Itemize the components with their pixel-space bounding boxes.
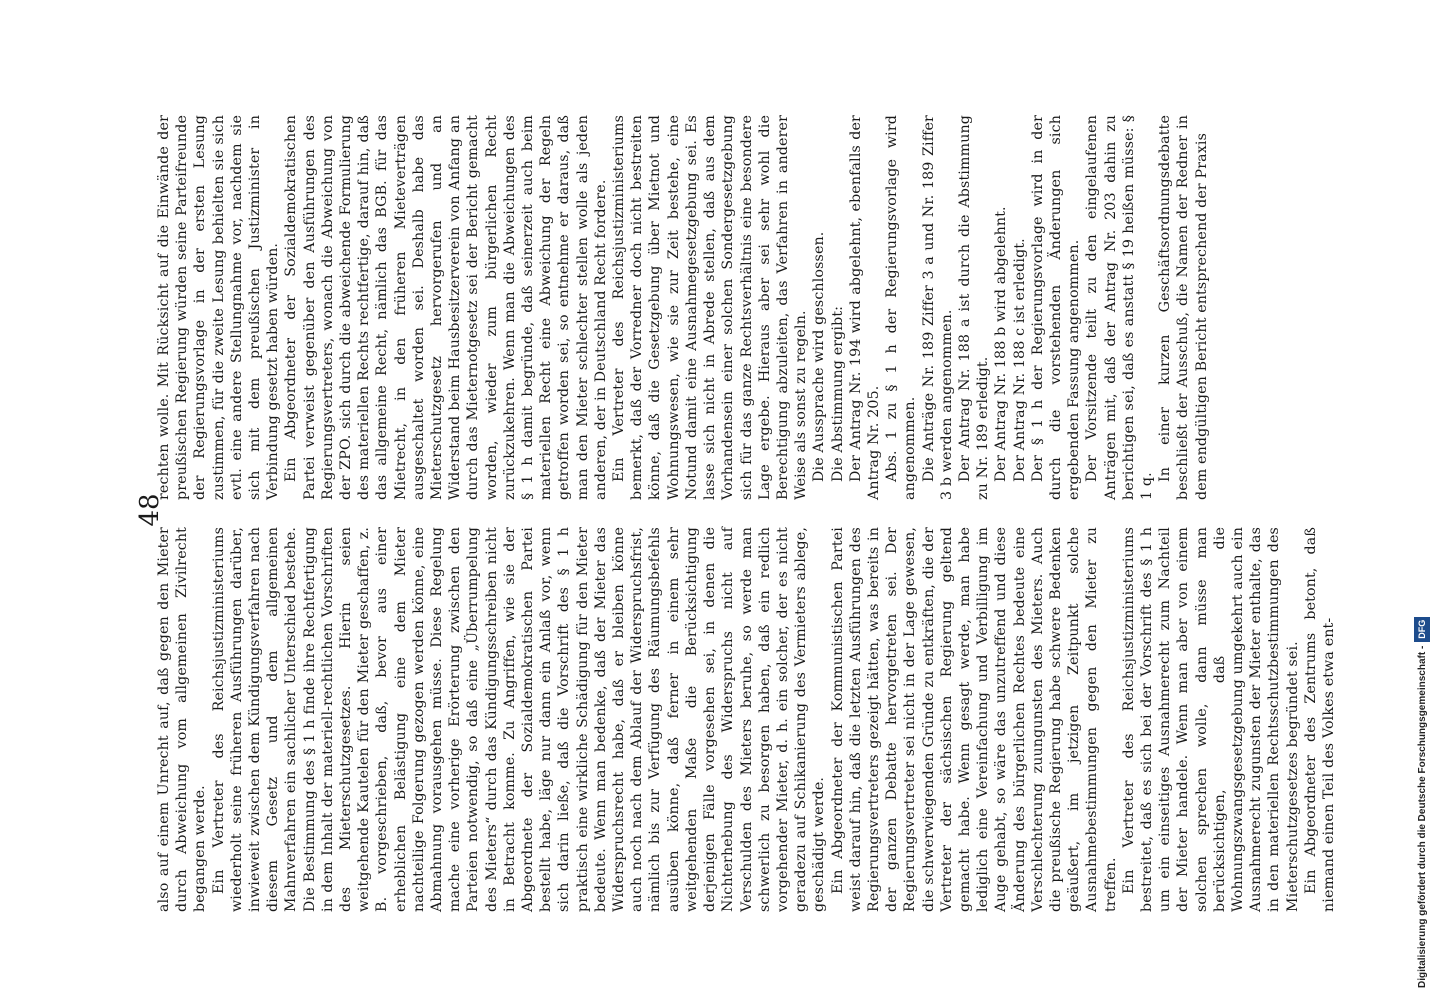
paragraph: Die Aussprache wird geschlossen. (811, 231, 828, 482)
paragraph: Ein Vertreter des Reichsjustizministeriums bestreitet, daß es sich bei der Vorschrift des § 1 h um ein einseitiges Ausnahmerecht zum Nachteil der Mieter handele. Wenn man aber von einem solchen sprechen wolle, dann müsse man berücksichtigen, daß die Wohnungszwangsgesetzgebung umgekehrt auch ein Ausnahmerecht zugunsten der Mieter enthalte, das in den materiellen Rechtsschutzbestimmungen des Mieterschutzgesetzes begründet sei. (1120, 527, 1301, 912)
paragraph: Ein Abgeordneter des Zentrums betont, daß niemand einen Teil des Volkes etwa ent- (1302, 527, 1337, 912)
paragraph: Die Abstimmung ergibt: (829, 305, 846, 482)
paragraph: Ein Abgeordneter der Sozialdemokratischen Partei verweist gegenüber den Ausführungen des Regierungsvertreters, wonach die Abweichung von der ZPO. sich durch die abweichende Formulierung des materiellen Rechts rechtfertige, darauf hin, daß das allgemeine Recht, nämlich das BGB. für das Mietrecht, in den früheren Mieteverträgen ausgeschaltet worden sei. Deshalb habe das Mieterschutzgesetz hervorgerufen und an Widerstand beim Hausbesitzerverein von Anfang an durch das Mieternotgesetz sei der Bericht gemacht worden, wieder zum bürgerlichen Recht zurückzukehren. Wenn man die Abweichungen des § 1 h damit begründe, daß seinerzeit auch beim materiellen Recht eine Abweichung der Regeln getroffen worden sei, so entnehme er daraus, daß man den Mieter schlechter stellen wolle als jeden anderen, der in Deutschland Recht fordere. (283, 115, 609, 500)
paragraph: Abs. 1 zu § 1 h der Regierungsvorlage wird angenommen. (884, 115, 919, 500)
paragraph: Die Anträge Nr. 189 Ziffer 3 a und Nr. 189 Ziffer 3 b werden angenommen. (920, 115, 955, 500)
digitization-credit-text: Digitalisierung gefördert durch die Deutsche Forschungsgemeinschaft - (1417, 645, 1428, 988)
paragraph: Der Antrag Nr. 194 wird abgelehnt, ebenfalls der Antrag Nr. 205. (847, 115, 882, 500)
paragraph: Der Vorsitzende teilt zu den eingelaufenen Anträgen mit, daß der Antrag Nr. 203 dahin zu berichtigen sei, daß es anstatt § 19 heißen müsse: § 1 q. (1084, 115, 1155, 500)
paragraph: Der § 1 h der Regierungsvorlage wird in der durch die vorstehenden Änderungen sich ergebenden Fassung angenommen. (1029, 115, 1083, 500)
paragraph: Ein Vertreter des Reichsjustizministeriums wiederholt seine früheren Ausführungen darüber, inwieweit zwischen dem Kündigungsverfahren nach diesem Gesetz und dem allgemeinen Mahnverfahren ein sachlicher Unterschied bestehe. Die Bestimmung des § 1 h finde ihre Rechtfertigung in dem Inhalt der materiell-rechtlichen Vorschriften des Mieterschutzgesetzes. Hierin seien weitgehende Kautelen für den Mieter geschaffen, z. B. vorgeschrieben, daß, bevor aus einer erheblichen Belästigung eine dem Mieter nachteilige Folgerung gezogen werden könne, eine Abmahnung vorausgehen müsse. Diese Regelung mache eine vorherige Erörterung zwischen den Parteien notwendig, so daß eine „Überrumpelung des Mieters“ durch das Kündigungsschreiben nicht in Betracht komme. Zu Angriffen, wie sie der Abgeordnete der Sozialdemokratischen Partei bestellt habe, läge nur dann ein Anlaß vor, wenn sich darin ließe, daß die Vorschrift des § 1 h praktisch eine wirkliche Schädigung für den Mieter bedeute. Wenn man bedenke, daß der Mieter das Widerspruchsrecht habe, daß er bleiben könne auch noch nach dem Ablauf der Widerspruchsfrist, nämlich bis zur Verfügung des Räumungsbefehls ausüben könne, daß ferner in einem sehr weitgehenden Maße die Berücksichtigung derjenigen Fälle vorgesehen sei, in denen die Nichterhebung des Widerspruchs nicht auf Verschulden des Mieters beruhe, so werde man schwerlich zu besorgen haben, daß ein redlich vorgehender Mieter, d. h. ein solcher, der es nicht geradezu auf Schikanierung des Vermieters ablege, geschädigt werde. (210, 527, 828, 912)
paragraph: also auf einem Unrecht auf, daß gegen den Mieter durch Abweichung vom allgemeinen Zivilrecht begangen werde. (156, 527, 209, 912)
right-text-column (155, 115, 1211, 500)
paragraph: Der Antrag Nr. 188 a ist durch die Abstimmung zu Nr. 189 erledigt. (956, 115, 992, 500)
digitization-credit (1414, 8, 1430, 988)
paragraph: Der Antrag Nr. 188 c ist erledigt. (1011, 238, 1028, 482)
dfg-logo: DFG (1414, 617, 1430, 642)
paragraph: Ein Vertreter des Reichsjustizministeriums bemerkt, daß der Vorredner doch nicht bestreiten könne, daß die Gesetzgebung über Mietnot und Wohnungswesen, wie sie zur Zeit bestehe, eine Notund damit eine Ausnahmegesetzgebung sei. Es lasse sich nicht in Abrede stellen, daß aus dem Vorhandensein einer solchen Sondergesetzgebung sich für das ganze Rechtsverhältnis eine besondere Lage ergebe. Hieraus aber sei sehr wohl die Berechtigung abzuleiten, das Verfahren in anderer Weise als sonst zu regeln. (611, 115, 810, 500)
left-text-column (155, 527, 1338, 912)
paragraph: Der Antrag Nr. 188 b wird abgelehnt. (993, 206, 1010, 482)
paragraph: rechten wolle. Mit Rücksicht auf die Einwände der preußischen Regierung würden seine Parteifreunde der Regierungsvorlage in der ersten Lesung zustimmen, für die zweite Lesung behielten sie sich evtl. eine andere Stellungnahme vor, nachdem sie sich mit dem preußischen Justizminister in Verbindung gesetzt haben würden. (156, 115, 282, 500)
paragraph: Ein Abgeordneter der Kommunistischen Partei weist darauf hin, daß die letzten Ausführungen des Regierungsvertreters gezeigt hätten, was bereits in der ganzen Debatte hervorgetreten sei. Der Regierungsvertreter sei nicht in der Lage gewesen, die schwerwiegenden Gründe zu entkräften, die der Vertreter der sächsischen Regierung geltend gemacht habe. Wenn gesagt werde, man habe lediglich eine Vereinfachung und Verbilligung im Auge gehabt, so wäre das unzutreffend und diese Änderung des bürgerlichen Rechtes bedeute eine Verschlechterung zuungunsten des Mieters. Auch die preußische Regierung habe schwere Bedenken geäußert, im jetzigen Zeitpunkt solche Ausnahmebestimmungen gegen den Mieter zu treffen. (829, 527, 1119, 912)
document-page (135, 100, 1337, 920)
paragraph: In einer kurzen Geschäftsordnungsdebatte beschließt der Ausschuß, die Namen der Redner in dem endgültigen Bericht entsprechend der Praxis (1157, 115, 1210, 500)
page-number: 48 (135, 493, 165, 527)
